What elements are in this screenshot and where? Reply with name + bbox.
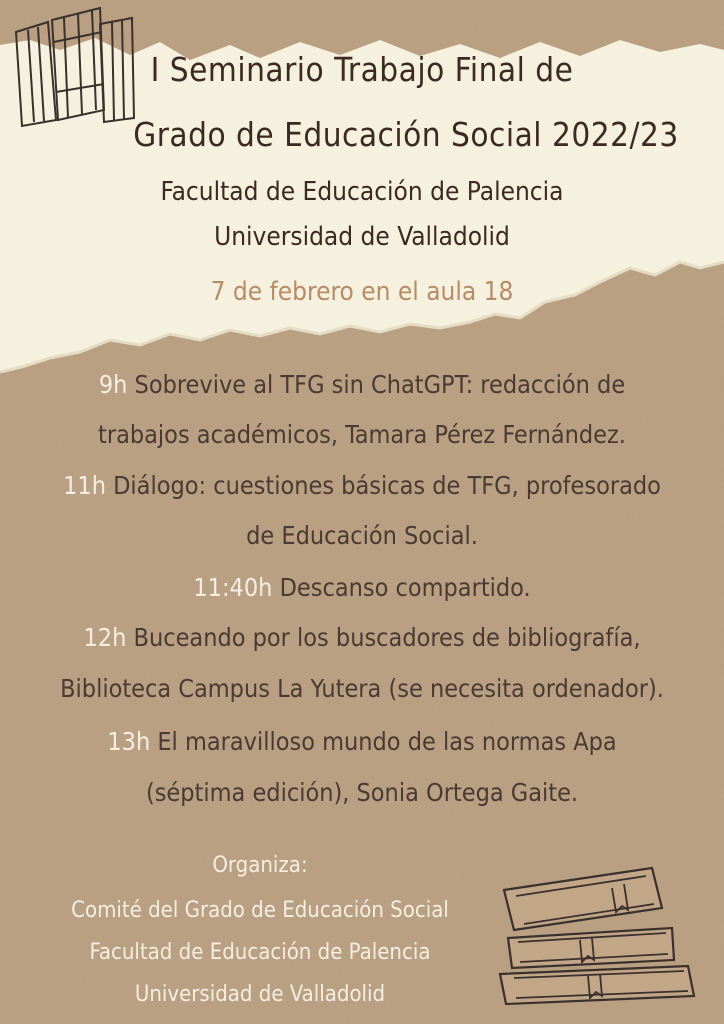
organizer-line-2: Facultad de Educación de Palencia	[89, 940, 431, 965]
program-time: 11:40h	[193, 573, 273, 602]
program-item-4-cont: Biblioteca Campus La Yutera (se necesita ordenador).	[60, 674, 664, 703]
title-line-1: I Seminario Trabajo Final de	[150, 50, 574, 89]
title-line-2: Grado de Educación Social 2022/23	[133, 115, 679, 154]
program-item-4	[0, 623, 724, 652]
program-text: Diálogo: cuestiones básicas de TFG, profesorado	[105, 471, 661, 500]
program-text: Descanso compartido.	[272, 573, 531, 602]
program-item-2-cont: de Educación Social.	[246, 521, 478, 550]
program-text: Sobrevive al TFG sin ChatGPT: redacción de	[127, 370, 626, 399]
faculty: Facultad de Educación de Palencia	[160, 177, 564, 207]
program-item-1	[0, 370, 724, 399]
program-item-1-cont: trabajos académicos, Tamara Pérez Fernández.	[98, 420, 626, 449]
date-place: 7 de febrero en el aula 18	[210, 277, 514, 307]
program-text: Buceando por los buscadores de bibliografía,	[126, 623, 641, 652]
program-item-5	[0, 727, 724, 756]
books-stacked-icon	[494, 856, 699, 1016]
program-item-3	[0, 573, 724, 602]
program-time: 13h	[107, 727, 151, 756]
university: Universidad de Valladolid	[214, 222, 510, 252]
program-item-5-cont: (séptima edición), Sonia Ortega Gaite.	[145, 778, 579, 807]
organizer-line-1: Comité del Grado de Educación Social	[71, 898, 449, 923]
program-text: El maravilloso mundo de las normas Apa	[150, 727, 617, 756]
program-time: 11h	[63, 471, 106, 500]
organizer-label: Organiza:	[212, 853, 308, 878]
program-item-2	[0, 471, 724, 500]
program-time: 9h	[98, 370, 128, 399]
organizer-line-3: Universidad de Valladolid	[134, 982, 386, 1007]
program-time: 12h	[83, 623, 127, 652]
